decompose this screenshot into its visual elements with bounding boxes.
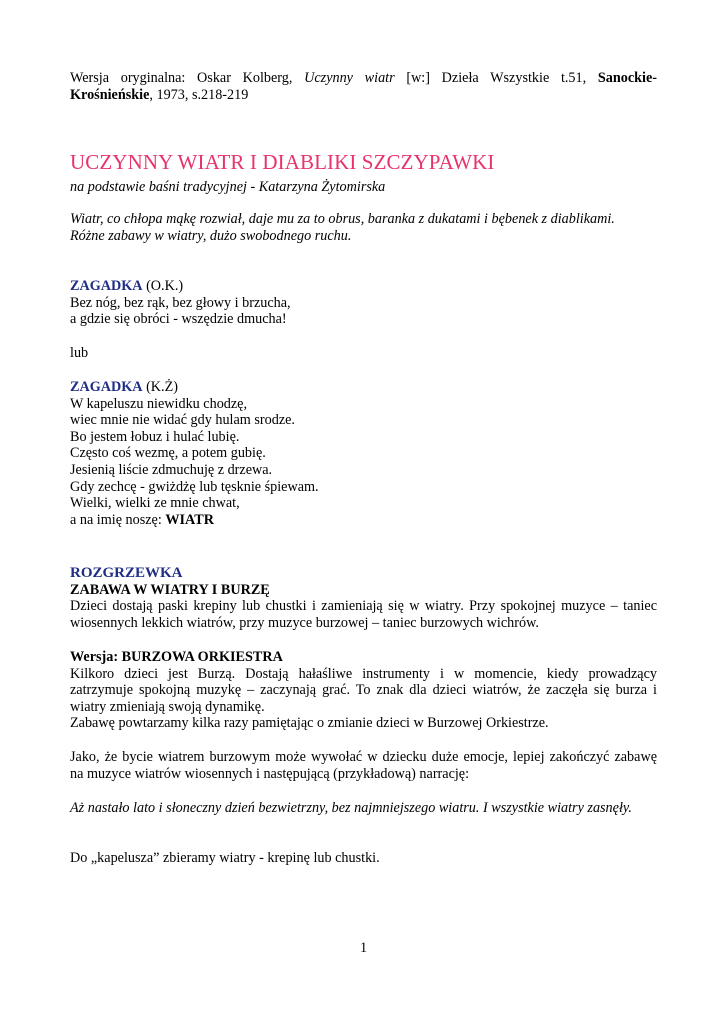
- warmup-heading: ROZGRZEWKA: [70, 565, 183, 581]
- riddle-line: Jesienią liście zdmuchuję z drzewa.: [70, 461, 273, 478]
- story-title: UCZYNNY WIATR I DIABLIKI SZCZYPAWKI: [70, 150, 495, 174]
- game-title: ZABAWA W WIATRY I BURZĘ: [70, 581, 270, 598]
- riddle-line: Często coś wezmę, a potem gubię.: [70, 445, 266, 462]
- riddle-line: a gdzie się obróci - wszędzie dmucha!: [70, 311, 287, 328]
- game-text-line: wiosennych lekkich wiatrów, przy muzyce burzowej – taniec burzowych wichrów.: [70, 614, 539, 631]
- riddle-2-author: (K.Ż): [142, 379, 178, 395]
- riddle-line: Bez nóg, bez rąk, bez głowy i brzucha,: [70, 294, 291, 311]
- closing-paragraph: [70, 749, 657, 782]
- story-subtitle: na podstawie baśni tradycyjnej - Katarzyna Żytomirska: [70, 179, 386, 195]
- riddle-line: Gdy zechcę - gwiżdżę lub tęsknie śpiewam.: [70, 478, 319, 495]
- version-text-line: Zabawę powtarzamy kilka razy pamiętając o zmianie dzieci w Burzowej Orkiestrze.: [70, 715, 549, 732]
- version-section: [70, 649, 657, 732]
- version-text-line: Kilkoro dzieci jest Burzą. Dostają hałaśliwe instrumenty i w momencie, kiedy prowadzący: [70, 665, 657, 682]
- riddle-line: W kapeluszu niewidku chodzę,: [70, 395, 248, 412]
- riddle-2: [70, 379, 657, 528]
- description-line: Wiatr, co chłopa mąkę rozwiał, daje mu za to obrus, baranka z dukatami i bębenek z diablikami.: [70, 211, 615, 227]
- final-instruction: Do „kapelusza” zbieramy wiatry - krepinę lub chustki.: [70, 850, 380, 866]
- version-text-line: wiatry zmieniają swoją dynamikę.: [70, 698, 265, 715]
- work-title: Uczynny wiatr: [304, 70, 395, 86]
- volume-title: Sanockie-Krośnieńskie: [70, 70, 657, 103]
- riddle-1-heading: ZAGADKA: [70, 278, 143, 294]
- page-number: 1: [359, 940, 368, 956]
- game-text-line: Dzieci dostają paski krepiny lub chustki i zamieniają się w wiatry. Przy spokojnej muzyce – taniec: [70, 598, 657, 615]
- riddle-line: wiec mnie nie widać gdy hulam srodze.: [70, 412, 295, 429]
- version-title: Wersja: BURZOWA ORKIESTRA: [70, 649, 283, 665]
- or-text: lub: [70, 345, 89, 361]
- closing-text-line: Jako, że bycie wiatrem burzowym może wywołać w dziecku duże emocje, lepiej zakończyć zabawę: [70, 749, 657, 765]
- warmup-section: [70, 565, 657, 631]
- description-line: Różne zabawy w wiatry, dużo swobodnego ruchu.: [70, 227, 352, 244]
- riddle-1: [70, 278, 657, 328]
- version-text-line: zatrzymuje spokojną muzykę – zaczynają grać. To znak dla dzieci wiatrów, że zaczęła się burza i: [70, 682, 657, 699]
- riddle-last-line: a na imię noszę: WIATR: [70, 511, 214, 528]
- riddle-line: Wielki, wielki ze mnie chwat,: [70, 495, 240, 512]
- source-citation: Wersja oryginalna: Oskar Kolberg, Uczynny wiatr [w:] Dzieła Wszystkie t.51, Sanockie-Krośnieńskie, 1973, s.218-219: [70, 70, 657, 103]
- narration-text: Aż nastało lato i słoneczny dzień bezwietrzny, bez najmniejszego wiatru. I wszystkie wiatry zasnęły.: [70, 800, 632, 816]
- riddle-1-author: (O.K.): [142, 278, 184, 294]
- riddle-line: Bo jestem łobuz i hulać lubię.: [70, 428, 240, 445]
- riddle-answer: WIATR: [165, 511, 214, 528]
- closing-text-line: na muzyce wiatrów wiosennych i następującą (przykładową) narrację:: [70, 765, 470, 782]
- riddle-2-heading: ZAGADKA: [70, 379, 143, 395]
- story-description: [70, 211, 657, 244]
